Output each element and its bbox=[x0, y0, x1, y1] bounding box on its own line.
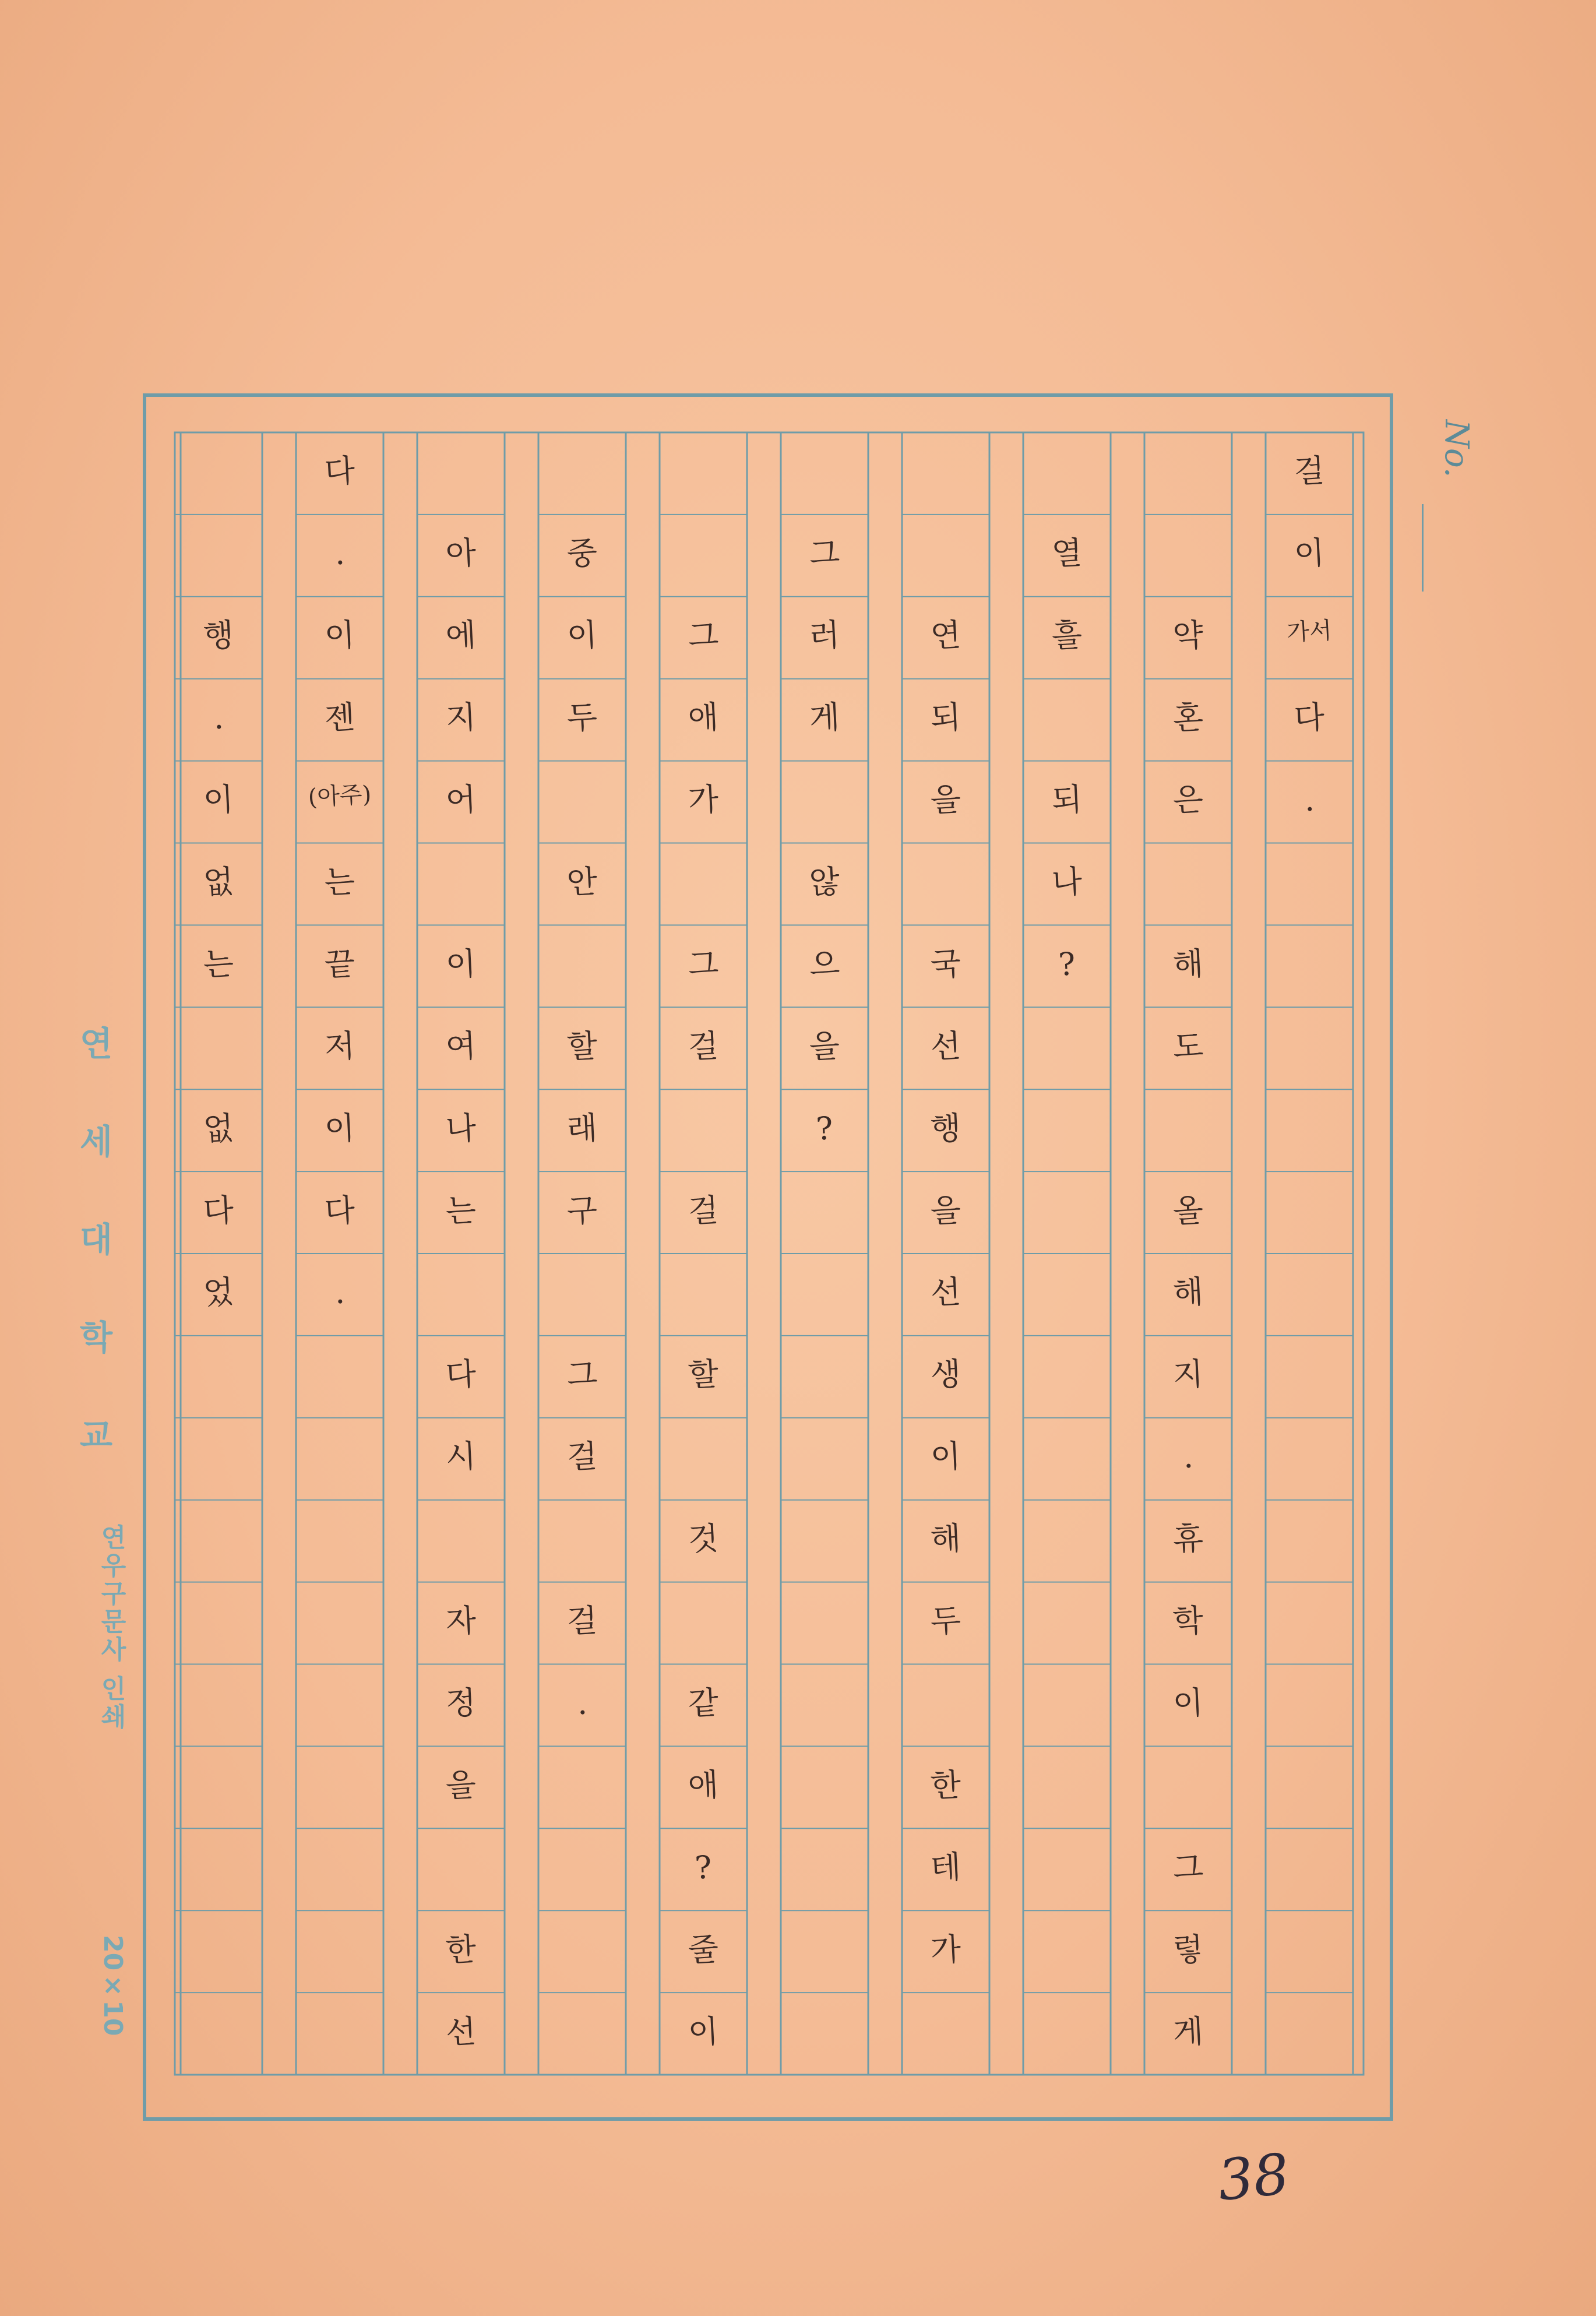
school-name: 연세대학교 bbox=[73, 1026, 113, 1515]
handwritten-character: 이 bbox=[1293, 534, 1326, 573]
handwritten-character: 것 bbox=[687, 1519, 720, 1558]
handwritten-character: 약 bbox=[1172, 616, 1204, 655]
handwritten-character: 아 bbox=[445, 534, 477, 573]
no-field-line bbox=[1422, 504, 1424, 592]
handwritten-character: . bbox=[1303, 781, 1316, 819]
handwritten-character: 이 bbox=[566, 616, 598, 655]
printer-name: 연우구문사 인쇄 bbox=[96, 1524, 126, 1731]
handwritten-character: 도 bbox=[1172, 1027, 1204, 1066]
handwritten-character: 없 bbox=[202, 863, 235, 902]
handwritten-character: 는 bbox=[323, 863, 356, 902]
handwritten-character: 그 bbox=[566, 1356, 598, 1394]
handwritten-character: 젠 bbox=[323, 698, 356, 737]
handwritten-character: 러 bbox=[808, 616, 841, 655]
handwritten-character: 선 bbox=[929, 1027, 962, 1066]
page-number: 38 bbox=[1214, 2141, 1292, 2214]
handwritten-character: 않 bbox=[808, 863, 841, 902]
handwritten-character: 줄 bbox=[687, 1930, 720, 1969]
handwritten-character: 중 bbox=[566, 534, 598, 573]
handwritten-character: 생 bbox=[929, 1356, 962, 1394]
handwritten-character: 해 bbox=[1172, 1273, 1204, 1312]
handwritten-character: 그 bbox=[687, 616, 720, 655]
handwritten-character: 어 bbox=[445, 780, 477, 819]
handwritten-character: 할 bbox=[566, 1027, 598, 1066]
handwritten-character: 을 bbox=[929, 780, 962, 819]
handwritten-character: 걸 bbox=[687, 1191, 720, 1230]
handwritten-character: 학 bbox=[1172, 1602, 1204, 1641]
handwritten-character: 선 bbox=[929, 1273, 962, 1312]
handwritten-character: 가서 bbox=[1286, 617, 1333, 647]
handwritten-character: 되 bbox=[1051, 780, 1083, 819]
handwritten-character: 이 bbox=[1172, 1684, 1204, 1723]
handwritten-character: 열 bbox=[1051, 534, 1083, 573]
handwritten-character: 을 bbox=[808, 1027, 841, 1066]
handwritten-character: 게 bbox=[808, 698, 841, 737]
handwritten-character: 을 bbox=[929, 1191, 962, 1230]
handwritten-character: 행 bbox=[202, 616, 235, 655]
handwritten-character: 저 bbox=[323, 1027, 356, 1066]
handwritten-character: 지 bbox=[1172, 1356, 1204, 1394]
handwritten-character: 행 bbox=[929, 1109, 962, 1148]
handwritten-character: 한 bbox=[445, 1930, 477, 1969]
handwritten-character: 올 bbox=[1172, 1191, 1204, 1230]
handwritten-character: 가 bbox=[687, 780, 720, 819]
handwritten-character: 렇 bbox=[1172, 1930, 1204, 1969]
handwritten-character: 다 bbox=[445, 1356, 477, 1394]
handwritten-character: 는 bbox=[445, 1191, 477, 1230]
handwritten-character: 으 bbox=[808, 945, 841, 984]
handwritten-character: 한 bbox=[929, 1766, 962, 1805]
handwritten-character: 해 bbox=[1172, 945, 1204, 984]
handwritten-character: 걸 bbox=[566, 1602, 598, 1641]
handwritten-character: 이 bbox=[323, 1109, 356, 1148]
handwritten-character: 걸 bbox=[687, 1027, 720, 1066]
handwritten-character: . bbox=[576, 1684, 589, 1722]
handwritten-character: ? bbox=[693, 1849, 713, 1886]
handwritten-character: 나 bbox=[445, 1109, 477, 1148]
handwritten-character: 혼 bbox=[1172, 698, 1204, 737]
handwritten-character: 다 bbox=[323, 1191, 356, 1230]
handwritten-character: 없 bbox=[202, 1109, 235, 1148]
handwritten-character: 다 bbox=[202, 1191, 235, 1230]
handwritten-character: (아주) bbox=[307, 781, 372, 811]
handwritten-character: . bbox=[333, 1274, 346, 1311]
handwritten-character: 을 bbox=[445, 1766, 477, 1805]
handwritten-character: 여 bbox=[445, 1027, 477, 1066]
handwritten-character: 다 bbox=[323, 452, 356, 491]
handwritten-character: 할 bbox=[687, 1356, 720, 1394]
handwritten-character: 었 bbox=[202, 1273, 235, 1312]
handwritten-character: 지 bbox=[445, 698, 477, 737]
handwritten-character: 가 bbox=[929, 1930, 962, 1969]
handwritten-character: . bbox=[333, 534, 346, 572]
handwritten-character: 해 bbox=[929, 1519, 962, 1558]
handwritten-character: 걸 bbox=[1293, 452, 1326, 491]
handwritten-character: 이 bbox=[202, 780, 235, 819]
handwritten-character: 에 bbox=[445, 616, 477, 655]
grid-size-label: 20×10 bbox=[98, 1935, 128, 2036]
handwritten-character: 걸 bbox=[566, 1437, 598, 1476]
handwritten-character: 연 bbox=[929, 616, 962, 655]
handwritten-character: 끝 bbox=[323, 945, 356, 984]
handwritten-character: 이 bbox=[323, 616, 356, 655]
handwritten-character: 자 bbox=[445, 1602, 477, 1641]
handwritten-character: 휴 bbox=[1172, 1519, 1204, 1558]
handwritten-character: . bbox=[1182, 1438, 1195, 1476]
handwritten-character: ? bbox=[1057, 945, 1077, 983]
handwritten-character: 는 bbox=[202, 945, 235, 984]
no-label: No. bbox=[1438, 420, 1475, 478]
handwritten-character: 다 bbox=[1293, 698, 1326, 737]
handwritten-character: 이 bbox=[687, 2012, 720, 2051]
handwritten-character: 그 bbox=[1172, 1848, 1204, 1887]
handwritten-character: 두 bbox=[566, 698, 598, 737]
handwritten-character: 흘 bbox=[1051, 616, 1083, 655]
handwritten-character: 이 bbox=[929, 1437, 962, 1476]
handwritten-character: 같 bbox=[687, 1684, 720, 1723]
handwritten-character: 안 bbox=[566, 863, 598, 902]
handwritten-character: 애 bbox=[687, 698, 720, 737]
handwritten-character: 나 bbox=[1051, 863, 1083, 902]
handwritten-character: 구 bbox=[566, 1191, 598, 1230]
handwritten-character: 국 bbox=[929, 945, 962, 984]
handwritten-character: 은 bbox=[1172, 780, 1204, 819]
handwritten-character: 이 bbox=[445, 945, 477, 984]
handwritten-character: 되 bbox=[929, 698, 962, 737]
handwritten-character: 래 bbox=[566, 1109, 598, 1148]
handwritten-character: 게 bbox=[1172, 2012, 1204, 2051]
handwritten-character: 그 bbox=[687, 945, 720, 984]
handwritten-character: 시 bbox=[445, 1437, 477, 1476]
handwritten-character: ? bbox=[815, 1109, 834, 1148]
handwritten-character: 그 bbox=[808, 534, 841, 573]
handwritten-character: 선 bbox=[445, 2012, 477, 2051]
handwritten-character: 정 bbox=[445, 1684, 477, 1723]
handwritten-character: . bbox=[212, 699, 225, 737]
handwritten-character: 테 bbox=[929, 1848, 962, 1887]
handwritten-character: 애 bbox=[687, 1766, 720, 1805]
handwritten-character: 두 bbox=[929, 1602, 962, 1641]
